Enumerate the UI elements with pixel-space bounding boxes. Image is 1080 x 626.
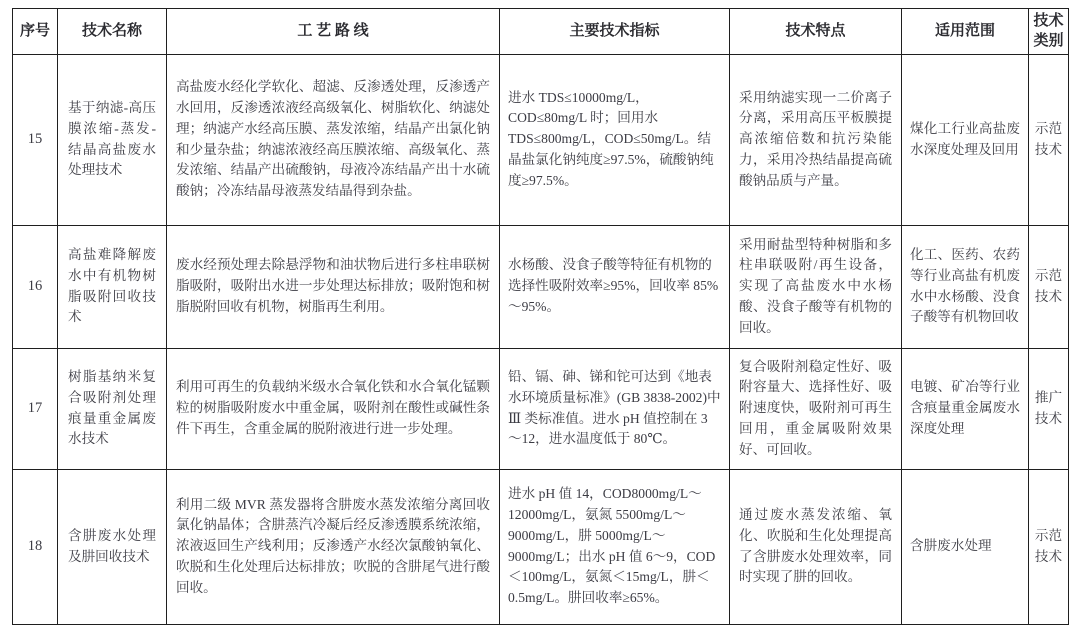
cell-process-route: 废水经预处理去除悬浮物和油状物后进行多柱串联树脂吸附，吸附出水进一步处理达标排放；吸附饱和树脂脱附回收有机物，树脂再生利用。 xyxy=(167,225,500,348)
cell-tech-name: 树脂基纳米复合吸附剂处理痕量重金属废水技术 xyxy=(58,348,167,469)
cell-scope: 化工、医药、农药等行业高盐有机废水中水杨酸、没食子酸等有机物回收 xyxy=(902,225,1029,348)
cell-tech-name: 基于纳滤-高压膜浓缩-蒸发-结晶高盐废水处理技术 xyxy=(58,54,167,225)
cell-category: 示范技术 xyxy=(1029,54,1069,225)
col-header-features: 技术特点 xyxy=(730,9,902,55)
cell-features: 采用纳滤实现一二价离子分离，采用高压平板膜提高浓缩倍数和抗污染能力，采用冷热结晶提高硫酸钠品质与产量。 xyxy=(730,54,902,225)
cell-tech-name: 高盐难降解废水中有机物树脂吸附回收技术 xyxy=(58,225,167,348)
cell-features: 采用耐盐型特种树脂和多柱串联吸附/再生设备，实现了高盐废水中水杨酸、没食子酸等有机物的回收。 xyxy=(730,225,902,348)
table-row xyxy=(13,469,1069,624)
cell-scope: 含肼废水处理 xyxy=(902,469,1029,624)
col-header-category: 技术类别 xyxy=(1029,9,1069,55)
technology-table xyxy=(12,8,1069,625)
cell-features: 通过废水蒸发浓缩、氧化、吹脱和生化处理提高了含肼废水处理效率，同时实现了肼的回收。 xyxy=(730,469,902,624)
cell-category: 推广技术 xyxy=(1029,348,1069,469)
col-header-indicators: 主要技术指标 xyxy=(500,9,730,55)
cell-tech-name: 含肼废水处理及肼回收技术 xyxy=(58,469,167,624)
cell-no: 16 xyxy=(13,225,58,348)
table-header-row xyxy=(13,9,1069,55)
cell-indicators: 水杨酸、没食子酸等特征有机物的选择性吸附效率≥95%，回收率 85%～95%。 xyxy=(500,225,730,348)
cell-no: 18 xyxy=(13,469,58,624)
col-header-name: 技术名称 xyxy=(58,9,167,55)
cell-no: 15 xyxy=(13,54,58,225)
table-row xyxy=(13,225,1069,348)
cell-features: 复合吸附剂稳定性好、吸附容量大、选择性好、吸附速度快，吸附剂可再生回用，重金属吸附效果好、可回收。 xyxy=(730,348,902,469)
col-header-no: 序号 xyxy=(13,9,58,55)
cell-scope: 电镀、矿冶等行业含痕量重金属废水深度处理 xyxy=(902,348,1029,469)
cell-indicators: 铅、镉、砷、锑和铊可达到《地表水环境质量标准》(GB 3838-2002)中 Ⅲ 类标准值。进水 pH 值控制在 3～12，进水温度低于 80℃。 xyxy=(500,348,730,469)
cell-indicators: 进水 TDS≤10000mg/L，COD≤80mg/L 时；回用水 TDS≤800mg/L，COD≤50mg/L。结晶盐氯化钠纯度≥97.5%，硫酸钠纯度≥97.5%。 xyxy=(500,54,730,225)
table-row xyxy=(13,348,1069,469)
cell-scope: 煤化工行业高盐废水深度处理及回用 xyxy=(902,54,1029,225)
cell-no: 17 xyxy=(13,348,58,469)
cell-indicators: 进水 pH 值 14，COD8000mg/L～12000mg/L，氨氮 5500mg/L～9000mg/L，肼 5000mg/L～9000mg/L；出水 pH 值 6～9，COD＜100mg/L，氨氮＜15mg/L，肼＜0.5mg/L。肼回收率≥65%。 xyxy=(500,469,730,624)
cell-process-route: 利用可再生的负载纳米级水合氧化铁和水合氧化锰颗粒的树脂吸附废水中重金属，吸附剂在酸性或碱性条件下再生，含重金属的脱附液进行进一步处理。 xyxy=(167,348,500,469)
col-header-scope: 适用范围 xyxy=(902,9,1029,55)
cell-category: 示范技术 xyxy=(1029,469,1069,624)
col-header-process: 工 艺 路 线 xyxy=(167,9,500,55)
cell-process-route: 利用二级 MVR 蒸发器将含肼废水蒸发浓缩分离回收氯化钠晶体；含肼蒸汽冷凝后经反渗透膜系统浓缩，浓液返回生产线利用；反渗透产水经次氯酸钠氧化、吹脱和生化处理后达标排放；吹脱的含肼尾气进行酸回收。 xyxy=(167,469,500,624)
cell-process-route: 高盐废水经化学软化、超滤、反渗透处理，反渗透产水回用，反渗透浓液经高级氧化、树脂软化、纳滤处理；纳滤产水经高压膜、蒸发浓缩，结晶产出氯化钠和少量杂盐；纳滤浓液经高压膜浓缩、高级氧化、蒸发浓缩、结晶产出硫酸钠，母液冷冻结晶产出十水硫酸钠；冷冻结晶母液蒸发结晶得到杂盐。 xyxy=(167,54,500,225)
table-row xyxy=(13,54,1069,225)
cell-category: 示范技术 xyxy=(1029,225,1069,348)
